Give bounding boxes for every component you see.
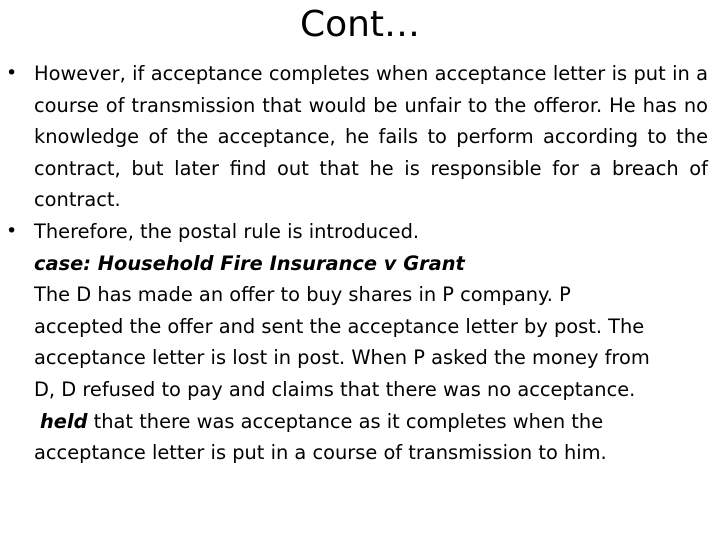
bullet-item [6, 58, 708, 216]
case-heading: case: Household Fire Insurance v Grant [34, 251, 465, 275]
slide-body [6, 58, 708, 469]
case-facts-line: acceptance letter is lost in post. When P asked the money from [34, 346, 650, 370]
bullet-icon: • [6, 62, 18, 84]
case-facts-line: The D has made an offer to buy shares in P company. P [34, 283, 571, 307]
held-line [6, 406, 708, 438]
held-text: that there was acceptance as it completes when the [87, 409, 604, 433]
held-continuation: acceptance letter is put in a course of transmission to him. [34, 441, 607, 465]
bullet-text: However, if acceptance completes when acceptance letter is put in a course of transmission that would be unfair to the offeror. He has no knowledge of the acceptance, he fails to perform according to the contract, but later find out that he is responsible for a breach of contract. [34, 62, 708, 212]
bullet-icon: • [6, 219, 18, 242]
held-keyword: held [40, 409, 88, 433]
slide-title: Cont… [299, 4, 421, 45]
case-facts-line: accepted the offer and sent the acceptance letter by post. The [34, 314, 645, 338]
case-facts-line: D, D refused to pay and claims that there was no acceptance. [34, 377, 636, 401]
bullet-text: Therefore, the postal rule is introduced. [34, 219, 420, 243]
bullet-item [6, 216, 708, 248]
